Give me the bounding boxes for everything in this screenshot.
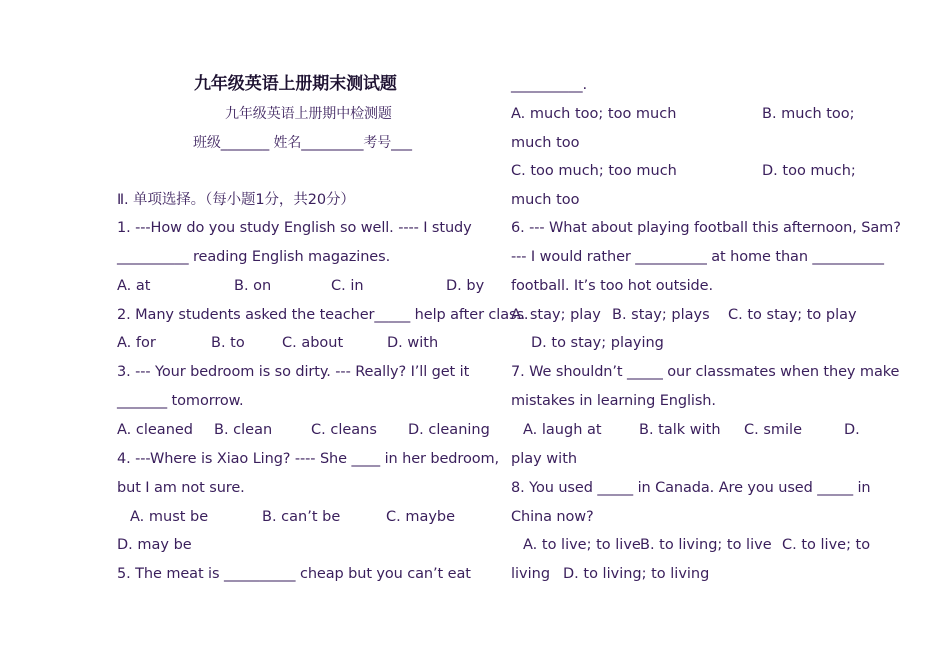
- page-title: 九年级英语上册期末测试题: [194, 74, 397, 94]
- question-6-option-d: D. to stay; playing: [531, 335, 664, 351]
- question-1-line-1: 1. ---How do you study English so well. ---- I study: [117, 220, 472, 236]
- question-6-option-a: A. stay; play: [511, 307, 601, 323]
- question-3-line-1: 3. --- Your bedroom is so dirty. --- Really? I’ll get it: [117, 364, 470, 380]
- question-2-option-c: C. about: [282, 335, 344, 351]
- question-8-option-c: C. to live; to: [782, 537, 871, 553]
- question-5-line-2: __________.: [511, 77, 588, 93]
- question-2-option-a: A. for: [117, 335, 156, 351]
- question-3-option-b: B. clean: [214, 422, 273, 438]
- question-5-line-1: 5. The meat is __________ cheap but you can’t eat: [117, 566, 471, 582]
- question-8-option-c-continued: living: [511, 566, 551, 582]
- question-1-option-c: C. in: [331, 278, 364, 294]
- question-1-line-2: __________ reading English magazines.: [117, 249, 391, 265]
- question-5-option-c: C. too much; too much: [511, 163, 677, 179]
- question-7-line-2: mistakes in learning English.: [511, 393, 716, 409]
- question-2-option-b: B. to: [211, 335, 245, 351]
- question-8-option-d: D. to living; to living: [563, 566, 710, 582]
- question-6-line-2: --- I would rather __________ at home than __________: [511, 249, 884, 265]
- student-info-line: 班级_______ 姓名_________考号___: [193, 135, 412, 151]
- question-7-option-d-continued: play with: [511, 451, 578, 467]
- question-6-line-1: 6. --- What about playing football this afternoon, Sam?: [511, 220, 901, 236]
- question-8-line-2: China now?: [511, 509, 594, 525]
- question-5-option-d: D. too much;: [762, 163, 856, 179]
- question-6-option-b: B. stay; plays: [612, 307, 710, 323]
- question-7-option-d: D.: [844, 422, 860, 438]
- question-4-option-a: A. must be: [130, 509, 209, 525]
- question-4-line-1: 4. ---Where is Xiao Ling? ---- She ____ in her bedroom,: [117, 451, 500, 467]
- question-8-line-1: 8. You used _____ in Canada. Are you used _____ in: [511, 480, 871, 496]
- question-6-line-3: football. It’s too hot outside.: [511, 278, 713, 294]
- question-7-line-1: 7. We shouldn’t _____ our classmates when they make: [511, 364, 900, 380]
- question-4-option-d: D. may be: [117, 537, 192, 553]
- question-3-line-2: _______ tomorrow.: [117, 393, 244, 409]
- question-4-line-2: but I am not sure.: [117, 480, 245, 496]
- question-7-option-b: B. talk with: [639, 422, 721, 438]
- question-1-option-b: B. on: [234, 278, 272, 294]
- question-3-option-d: D. cleaning: [408, 422, 490, 438]
- question-5-option-b: B. much too;: [762, 106, 855, 122]
- question-8-option-a: A. to live; to live: [523, 537, 641, 553]
- question-7-option-c: C. smile: [744, 422, 802, 438]
- question-8-option-b: B. to living; to live: [640, 537, 772, 553]
- question-5-option-d-continued: much too: [511, 192, 580, 208]
- question-3-option-a: A. cleaned: [117, 422, 194, 438]
- question-7-option-a: A. laugh at: [523, 422, 602, 438]
- question-4-option-b: B. can’t be: [262, 509, 341, 525]
- section-heading: Ⅱ. 单项选择。（每小题1分，共20分）: [117, 192, 355, 208]
- question-5-option-b-continued: much too: [511, 135, 580, 151]
- question-3-option-c: C. cleans: [311, 422, 377, 438]
- question-2-option-d: D. with: [387, 335, 439, 351]
- question-1-option-d: D. by: [446, 278, 485, 294]
- question-1-option-a: A. at: [117, 278, 151, 294]
- question-5-option-a: A. much too; too much: [511, 106, 677, 122]
- question-6-option-c: C. to stay; to play: [728, 307, 857, 323]
- question-4-option-c: C. maybe: [386, 509, 456, 525]
- page-subtitle: 九年级英语上册期中检测题: [225, 106, 392, 122]
- question-2-line-1: 2. Many students asked the teacher_____ help after class.: [117, 307, 529, 323]
